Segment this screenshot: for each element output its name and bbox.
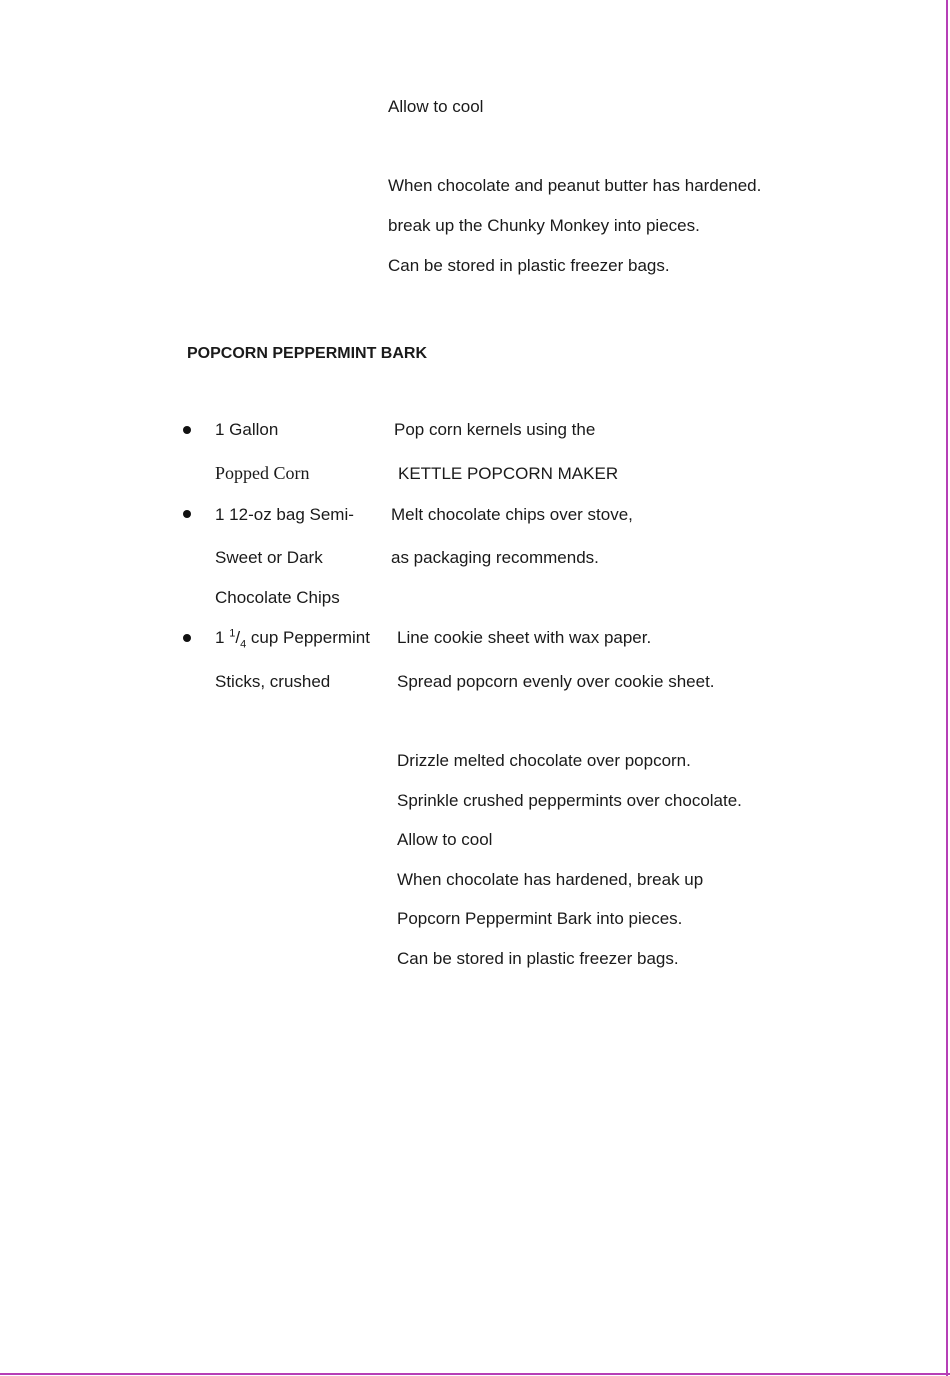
direction-step: Melt chocolate chips over stove, [391, 505, 633, 524]
qty-numerator: 1 [229, 627, 236, 640]
bullet-icon [183, 426, 191, 434]
ingredient-line: 1 Gallon [215, 420, 279, 439]
qty-slash: / [235, 628, 241, 647]
direction-step: as packaging recommends. [391, 548, 599, 567]
recipe-title: POPCORN PEPPERMINT BARK [187, 345, 428, 362]
direction-step: When chocolate has hardened, break up [397, 870, 704, 889]
direction-step: Sprinkle crushed peppermints over chocolate. [397, 791, 742, 810]
bullet-icon [183, 510, 191, 518]
bullet-icon [183, 634, 191, 642]
intro-step: Can be stored in plastic freezer bags. [388, 256, 670, 275]
page-border-bottom [0, 1373, 950, 1375]
intro-step: When chocolate and peanut butter has hardened. [388, 176, 762, 195]
page-border-right [946, 0, 948, 1376]
direction-step: KETTLE POPCORN MAKER [398, 464, 619, 483]
intro-step: Allow to cool [388, 97, 484, 116]
ingredient-line: Sweet or Dark [215, 548, 323, 567]
qty-rest: cup Peppermint [246, 628, 370, 647]
direction-step: Pop corn kernels using the [394, 420, 596, 439]
ingredient-line: Popped Corn [215, 463, 310, 483]
direction-step: Popcorn Peppermint Bark into pieces. [397, 909, 683, 928]
direction-step: Can be stored in plastic freezer bags. [397, 949, 679, 968]
qty-whole: 1 [215, 628, 225, 647]
direction-step: Line cookie sheet with wax paper. [397, 628, 652, 647]
qty-denominator: 4 [240, 638, 247, 651]
direction-step: Drizzle melted chocolate over popcorn. [397, 751, 691, 770]
ingredient-line: Sticks, crushed [215, 672, 331, 691]
ingredient-line: 1 12-oz bag Semi- [215, 505, 354, 524]
direction-step: Spread popcorn evenly over cookie sheet. [397, 672, 715, 691]
ingredient-quantity [215, 627, 370, 651]
ingredient-line: Chocolate Chips [215, 588, 340, 607]
intro-step: break up the Chunky Monkey into pieces. [388, 216, 700, 235]
direction-step: Allow to cool [397, 830, 493, 849]
